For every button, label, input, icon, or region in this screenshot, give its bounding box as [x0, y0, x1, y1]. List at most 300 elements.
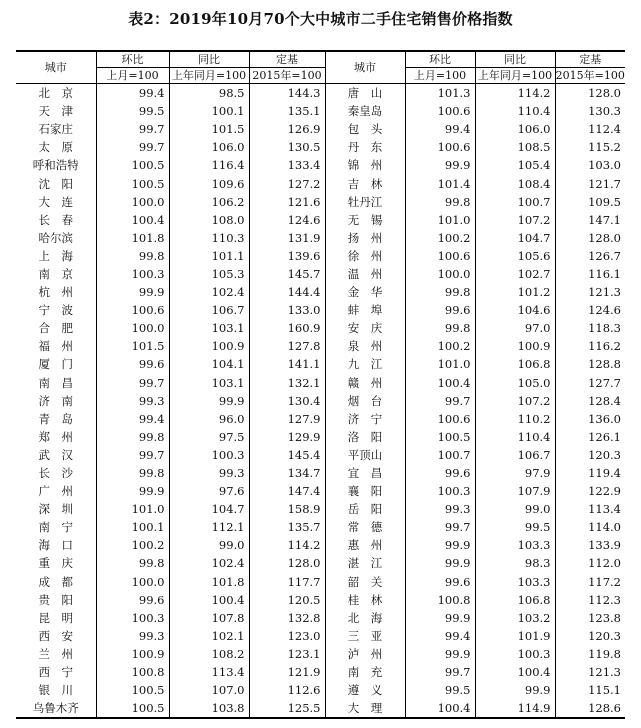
right-city-cell: 秦皇岛: [325, 102, 405, 120]
left-mom-cell: 100.6: [96, 301, 169, 319]
right-city-cell: 襄 阳: [325, 482, 405, 500]
header-mom-left: 环比: [96, 51, 169, 68]
right-fixed-cell: 126.7: [555, 247, 625, 265]
table-row: [16, 102, 625, 120]
table-title: 表2：2019年10月70个大中城市二手住宅销售价格指数: [128, 10, 513, 28]
right-city-cell: 南 充: [325, 663, 405, 681]
table-row: [16, 482, 625, 500]
right-fixed-cell: 117.2: [555, 573, 625, 591]
left-fixed-cell: 120.5: [249, 591, 325, 609]
right-fixed-cell: 116.2: [555, 337, 625, 355]
right-fixed-cell: 130.3: [555, 102, 625, 120]
left-fixed-cell: 127.8: [249, 337, 325, 355]
left-fixed-cell: 112.6: [249, 681, 325, 699]
left-city-cell: 上 海: [38, 248, 73, 263]
left-yoy-cell: 104.7: [169, 500, 249, 518]
right-fixed-cell: 128.8: [555, 355, 625, 373]
left-mom-cell: 100.1: [96, 518, 169, 536]
right-mom-cell: 100.7: [405, 446, 475, 464]
left-mom-cell: 99.7: [96, 446, 169, 464]
left-fixed-cell: 133.0: [249, 301, 325, 319]
right-mom-cell: 100.5: [405, 428, 475, 446]
left-city-cell: 广 州: [38, 484, 73, 499]
left-mom-cell: 99.7: [96, 374, 169, 392]
right-fixed-cell: 121.3: [555, 663, 625, 681]
table-row: [16, 500, 625, 518]
table-row: [16, 265, 625, 283]
table-row: [16, 699, 625, 718]
left-fixed-cell: 144.4: [249, 283, 325, 301]
right-city-cell: 九 江: [325, 355, 405, 373]
right-fixed-cell: 133.9: [555, 536, 625, 554]
header-fixed-base-right: 2015年=100: [555, 69, 625, 82]
left-city-cell: 昆 明: [38, 610, 73, 625]
left-yoy-cell: 103.1: [169, 319, 249, 337]
right-yoy-cell: 106.7: [475, 446, 555, 464]
right-mom-cell: 100.0: [405, 265, 475, 283]
left-fixed-cell: 121.6: [249, 193, 325, 211]
right-fixed-cell: 136.0: [555, 410, 625, 428]
header-fixed-right: 定基: [555, 51, 625, 68]
left-city-cell: 太 原: [38, 140, 73, 155]
left-fixed-cell: 160.9: [249, 319, 325, 337]
left-fixed-cell: 135.7: [249, 518, 325, 536]
left-fixed-cell: 141.1: [249, 355, 325, 373]
table-row: [16, 319, 625, 337]
left-yoy-cell: 107.8: [169, 609, 249, 627]
right-yoy-cell: 103.3: [475, 536, 555, 554]
left-mom-cell: 100.5: [96, 699, 169, 718]
right-city-cell: 赣 州: [325, 374, 405, 392]
header-mom-right: 环比: [405, 51, 475, 68]
left-mom-cell: 101.8: [96, 229, 169, 247]
right-mom-cell: 101.4: [405, 174, 475, 192]
right-yoy-cell: 99.5: [475, 518, 555, 536]
left-mom-cell: 99.7: [96, 138, 169, 156]
right-city-cell: 济 宁: [325, 410, 405, 428]
table-row: [16, 428, 625, 446]
right-fixed-cell: 112.3: [555, 591, 625, 609]
left-city-cell: 宁 波: [38, 303, 73, 318]
left-yoy-cell: 96.0: [169, 410, 249, 428]
right-yoy-cell: 102.7: [475, 265, 555, 283]
right-city-cell: 湛 江: [325, 554, 405, 572]
right-yoy-cell: 106.0: [475, 120, 555, 138]
left-city-cell: 济 南: [38, 393, 73, 408]
left-city-cell: 长 春: [38, 212, 73, 227]
left-fixed-cell: 144.3: [249, 84, 325, 103]
left-city-cell: 天 津: [38, 104, 73, 119]
left-fixed-cell: 124.6: [249, 211, 325, 229]
left-yoy-cell: 103.8: [169, 699, 249, 718]
right-mom-cell: 99.9: [405, 609, 475, 627]
left-mom-cell: 100.0: [96, 319, 169, 337]
left-city-cell: 合 肥: [38, 321, 73, 336]
right-yoy-cell: 114.9: [475, 699, 555, 718]
right-fixed-cell: 126.1: [555, 428, 625, 446]
left-yoy-cell: 100.9: [169, 337, 249, 355]
right-fixed-cell: 128.4: [555, 392, 625, 410]
right-city-cell: 吉 林: [325, 174, 405, 192]
left-fixed-cell: 127.2: [249, 174, 325, 192]
right-city-cell: 桂 林: [325, 591, 405, 609]
table-row: [16, 573, 625, 591]
right-fixed-cell: 128.0: [555, 84, 625, 103]
left-yoy-cell: 108.2: [169, 645, 249, 663]
right-mom-cell: 100.2: [405, 337, 475, 355]
left-city-cell: 南 京: [38, 266, 73, 281]
right-fixed-cell: 121.3: [555, 283, 625, 301]
header-city-left: 城市: [16, 51, 96, 84]
price-index-table: [16, 50, 625, 719]
table-row: [16, 392, 625, 410]
right-city-cell: 大 理: [325, 699, 405, 718]
left-city-cell: 南 宁: [38, 520, 73, 535]
left-city-cell: 长 沙: [38, 466, 73, 481]
left-mom-cell: 100.5: [96, 174, 169, 192]
left-yoy-cell: 100.4: [169, 591, 249, 609]
right-mom-cell: 101.3: [405, 84, 475, 103]
left-yoy-cell: 100.1: [169, 102, 249, 120]
left-mom-cell: 100.8: [96, 663, 169, 681]
left-fixed-cell: 123.1: [249, 645, 325, 663]
right-city-cell: 无 锡: [325, 211, 405, 229]
table-row: [16, 84, 625, 103]
right-mom-cell: 99.9: [405, 645, 475, 663]
left-mom-cell: 99.3: [96, 392, 169, 410]
right-city-cell: 宜 昌: [325, 464, 405, 482]
left-fixed-cell: 145.7: [249, 265, 325, 283]
right-yoy-cell: 107.2: [475, 392, 555, 410]
right-fixed-cell: 123.8: [555, 609, 625, 627]
left-mom-cell: 99.7: [96, 120, 169, 138]
table-row: [16, 211, 625, 229]
left-yoy-cell: 100.3: [169, 446, 249, 464]
right-yoy-cell: 103.3: [475, 573, 555, 591]
right-mom-cell: 100.6: [405, 102, 475, 120]
right-fixed-cell: 113.4: [555, 500, 625, 518]
right-fixed-cell: 128.6: [555, 699, 625, 718]
right-fixed-cell: 109.5: [555, 193, 625, 211]
left-fixed-cell: 131.9: [249, 229, 325, 247]
right-yoy-cell: 97.9: [475, 464, 555, 482]
right-yoy-cell: 103.2: [475, 609, 555, 627]
left-city-cell: 杭 州: [38, 285, 73, 300]
left-yoy-cell: 97.5: [169, 428, 249, 446]
right-city-cell: 扬 州: [325, 229, 405, 247]
left-mom-cell: 100.9: [96, 645, 169, 663]
left-city-cell: 沈 阳: [38, 176, 73, 191]
header-mom-base-left: 上月=100: [96, 68, 169, 84]
right-yoy-cell: 110.4: [475, 428, 555, 446]
right-city-cell: 岳 阳: [325, 500, 405, 518]
left-fixed-cell: 145.4: [249, 446, 325, 464]
left-city-cell: 银 川: [38, 683, 73, 698]
right-yoy-cell: 108.5: [475, 138, 555, 156]
left-city-cell: 武 汉: [38, 447, 73, 462]
left-fixed-cell: 158.9: [249, 500, 325, 518]
left-yoy-cell: 101.1: [169, 247, 249, 265]
right-city-cell: 金 华: [325, 283, 405, 301]
table-row: [16, 591, 625, 609]
table-row: [16, 283, 625, 301]
right-city-cell: 丹 东: [325, 138, 405, 156]
left-mom-cell: 99.6: [96, 355, 169, 373]
right-mom-cell: 99.3: [405, 500, 475, 518]
left-mom-cell: 99.9: [96, 482, 169, 500]
table-row: [16, 446, 625, 464]
left-mom-cell: 100.0: [96, 193, 169, 211]
right-yoy-cell: 104.7: [475, 229, 555, 247]
left-city-cell: 石家庄: [38, 122, 73, 137]
right-fixed-cell: 115.1: [555, 681, 625, 699]
right-fixed-cell: 147.1: [555, 211, 625, 229]
right-mom-cell: 99.5: [405, 681, 475, 699]
right-city-cell: 牡丹江: [325, 193, 405, 211]
left-city-cell: 青 岛: [38, 411, 73, 426]
left-mom-cell: 99.3: [96, 627, 169, 645]
right-yoy-cell: 100.4: [475, 663, 555, 681]
table-row: [16, 120, 625, 138]
table-row: [16, 247, 625, 265]
right-mom-cell: 99.6: [405, 464, 475, 482]
right-yoy-cell: 100.3: [475, 645, 555, 663]
table-row: [16, 138, 625, 156]
left-fixed-cell: 129.9: [249, 428, 325, 446]
left-yoy-cell: 101.5: [169, 120, 249, 138]
left-yoy-cell: 101.8: [169, 573, 249, 591]
table-row: [16, 464, 625, 482]
left-yoy-cell: 110.3: [169, 229, 249, 247]
right-mom-cell: 99.8: [405, 319, 475, 337]
table-row: [16, 663, 625, 681]
left-mom-cell: 100.3: [96, 609, 169, 627]
right-mom-cell: 100.3: [405, 482, 475, 500]
right-city-cell: 泉 州: [325, 337, 405, 355]
right-mom-cell: 99.6: [405, 573, 475, 591]
left-city-cell: 哈尔滨: [38, 230, 73, 245]
table-row: [16, 193, 625, 211]
header-fixed-left: 定基: [249, 51, 325, 68]
right-mom-cell: 99.7: [405, 518, 475, 536]
right-yoy-cell: 100.7: [475, 193, 555, 211]
table-row: [16, 609, 625, 627]
right-city-cell: 蚌 埠: [325, 301, 405, 319]
left-fixed-cell: 126.9: [249, 120, 325, 138]
table-row: [16, 229, 625, 247]
right-mom-cell: 101.0: [405, 355, 475, 373]
right-fixed-cell: 112.0: [555, 554, 625, 572]
left-yoy-cell: 99.9: [169, 392, 249, 410]
right-yoy-cell: 98.3: [475, 554, 555, 572]
left-mom-cell: 100.5: [96, 156, 169, 174]
left-city-cell: 南 昌: [38, 375, 73, 390]
left-yoy-cell: 99.0: [169, 536, 249, 554]
right-mom-cell: 99.8: [405, 283, 475, 301]
right-city-cell: 常 德: [325, 518, 405, 536]
header-yoy-base-right: 上年同月=100: [475, 68, 555, 84]
left-yoy-cell: 102.4: [169, 283, 249, 301]
left-city-cell: 北 京: [38, 86, 73, 101]
right-yoy-cell: 110.4: [475, 102, 555, 120]
right-fixed-cell: 119.4: [555, 464, 625, 482]
right-yoy-cell: 105.0: [475, 374, 555, 392]
right-city-cell: 温 州: [325, 265, 405, 283]
right-yoy-cell: 106.8: [475, 591, 555, 609]
left-city-cell: 福 州: [38, 339, 73, 354]
right-city-cell: 安 庆: [325, 319, 405, 337]
left-fixed-cell: 123.0: [249, 627, 325, 645]
right-mom-cell: 100.6: [405, 247, 475, 265]
right-city-cell: 泸 州: [325, 645, 405, 663]
right-yoy-cell: 107.2: [475, 211, 555, 229]
left-yoy-cell: 109.6: [169, 174, 249, 192]
right-city-cell: 烟 台: [325, 392, 405, 410]
right-yoy-cell: 101.9: [475, 627, 555, 645]
left-mom-cell: 100.5: [96, 681, 169, 699]
right-city-cell: 唐 山: [325, 84, 405, 103]
left-fixed-cell: 133.4: [249, 156, 325, 174]
left-fixed-cell: 130.4: [249, 392, 325, 410]
left-mom-cell: 99.8: [96, 554, 169, 572]
left-city-cell: 呼和浩特: [32, 158, 79, 173]
right-fixed-cell: 127.7: [555, 374, 625, 392]
left-mom-cell: 100.3: [96, 265, 169, 283]
header-mom-base-right: 上月=100: [405, 68, 475, 84]
right-fixed-cell: 103.0: [555, 156, 625, 174]
left-fixed-cell: 128.0: [249, 554, 325, 572]
table-row: [16, 627, 625, 645]
left-city-cell: 乌鲁木齐: [32, 701, 79, 716]
left-mom-cell: 99.6: [96, 591, 169, 609]
left-mom-cell: 99.4: [96, 84, 169, 103]
table-row: [16, 518, 625, 536]
left-fixed-cell: 114.2: [249, 536, 325, 554]
left-city-cell: 西 安: [38, 628, 73, 643]
right-fixed-cell: 118.3: [555, 319, 625, 337]
left-mom-cell: 99.8: [96, 428, 169, 446]
right-city-cell: 韶 关: [325, 573, 405, 591]
right-fixed-cell: 120.3: [555, 446, 625, 464]
right-fixed-cell: 124.6: [555, 301, 625, 319]
left-fixed-cell: 139.6: [249, 247, 325, 265]
header-city-right: 城市: [325, 51, 405, 84]
table-row: [16, 554, 625, 572]
right-mom-cell: 100.6: [405, 138, 475, 156]
right-yoy-cell: 99.9: [475, 681, 555, 699]
right-fixed-cell: 114.0: [555, 518, 625, 536]
table-row: [16, 337, 625, 355]
table-row: [16, 374, 625, 392]
right-yoy-cell: 110.2: [475, 410, 555, 428]
right-fixed-cell: 121.7: [555, 174, 625, 192]
right-fixed-cell: 115.2: [555, 138, 625, 156]
left-mom-cell: 99.4: [96, 410, 169, 428]
left-fixed-cell: 121.9: [249, 663, 325, 681]
right-mom-cell: 100.2: [405, 229, 475, 247]
left-yoy-cell: 113.4: [169, 663, 249, 681]
table-row: [16, 156, 625, 174]
right-mom-cell: 99.6: [405, 301, 475, 319]
left-city-cell: 郑 州: [38, 429, 73, 444]
right-fixed-cell: 128.0: [555, 229, 625, 247]
left-yoy-cell: 105.3: [169, 265, 249, 283]
right-mom-cell: 99.4: [405, 120, 475, 138]
left-fixed-cell: 147.4: [249, 482, 325, 500]
right-city-cell: 包 头: [325, 120, 405, 138]
right-mom-cell: 101.0: [405, 211, 475, 229]
right-city-cell: 惠 州: [325, 536, 405, 554]
left-yoy-cell: 108.0: [169, 211, 249, 229]
right-city-cell: 洛 阳: [325, 428, 405, 446]
right-fixed-cell: 119.8: [555, 645, 625, 663]
left-mom-cell: 100.4: [96, 211, 169, 229]
right-mom-cell: 99.4: [405, 627, 475, 645]
left-city-cell: 大 连: [38, 194, 73, 209]
right-yoy-cell: 100.9: [475, 337, 555, 355]
right-mom-cell: 99.9: [405, 536, 475, 554]
left-city-cell: 厦 门: [38, 357, 73, 372]
left-yoy-cell: 98.5: [169, 84, 249, 103]
left-fixed-cell: 117.7: [249, 573, 325, 591]
left-fixed-cell: 130.5: [249, 138, 325, 156]
left-yoy-cell: 116.4: [169, 156, 249, 174]
left-mom-cell: 101.0: [96, 500, 169, 518]
right-mom-cell: 100.4: [405, 699, 475, 718]
left-yoy-cell: 102.1: [169, 627, 249, 645]
right-mom-cell: 100.8: [405, 591, 475, 609]
right-fixed-cell: 122.9: [555, 482, 625, 500]
left-yoy-cell: 106.0: [169, 138, 249, 156]
left-yoy-cell: 99.3: [169, 464, 249, 482]
table-row: [16, 355, 625, 373]
right-mom-cell: 99.7: [405, 392, 475, 410]
right-mom-cell: 99.7: [405, 663, 475, 681]
left-mom-cell: 99.8: [96, 464, 169, 482]
right-mom-cell: 99.9: [405, 156, 475, 174]
left-mom-cell: 100.0: [96, 573, 169, 591]
table-row: [16, 174, 625, 192]
left-city-cell: 深 圳: [38, 502, 73, 517]
header-yoy-base-left: 上年同月=100: [169, 68, 249, 84]
left-city-cell: 兰 州: [38, 646, 73, 661]
header-fixed-base-left: 2015年=100: [249, 68, 325, 84]
price-index-table-container: [16, 50, 625, 719]
table-row: [16, 301, 625, 319]
right-yoy-cell: 114.2: [475, 84, 555, 103]
left-fixed-cell: 134.7: [249, 464, 325, 482]
right-fixed-cell: 120.3: [555, 627, 625, 645]
left-yoy-cell: 104.1: [169, 355, 249, 373]
left-mom-cell: 99.8: [96, 247, 169, 265]
table-row: [16, 536, 625, 554]
right-city-cell: 遵 义: [325, 681, 405, 699]
left-yoy-cell: 103.1: [169, 374, 249, 392]
right-mom-cell: 99.9: [405, 554, 475, 572]
right-mom-cell: 100.6: [405, 410, 475, 428]
left-fixed-cell: 132.8: [249, 609, 325, 627]
right-city-cell: 平顶山: [325, 446, 405, 464]
left-yoy-cell: 112.1: [169, 518, 249, 536]
left-mom-cell: 101.5: [96, 337, 169, 355]
right-mom-cell: 99.8: [405, 193, 475, 211]
right-yoy-cell: 107.9: [475, 482, 555, 500]
right-fixed-cell: 116.1: [555, 265, 625, 283]
right-yoy-cell: 99.0: [475, 500, 555, 518]
left-fixed-cell: 132.1: [249, 374, 325, 392]
right-city-cell: 锦 州: [325, 156, 405, 174]
table-row: [16, 645, 625, 663]
